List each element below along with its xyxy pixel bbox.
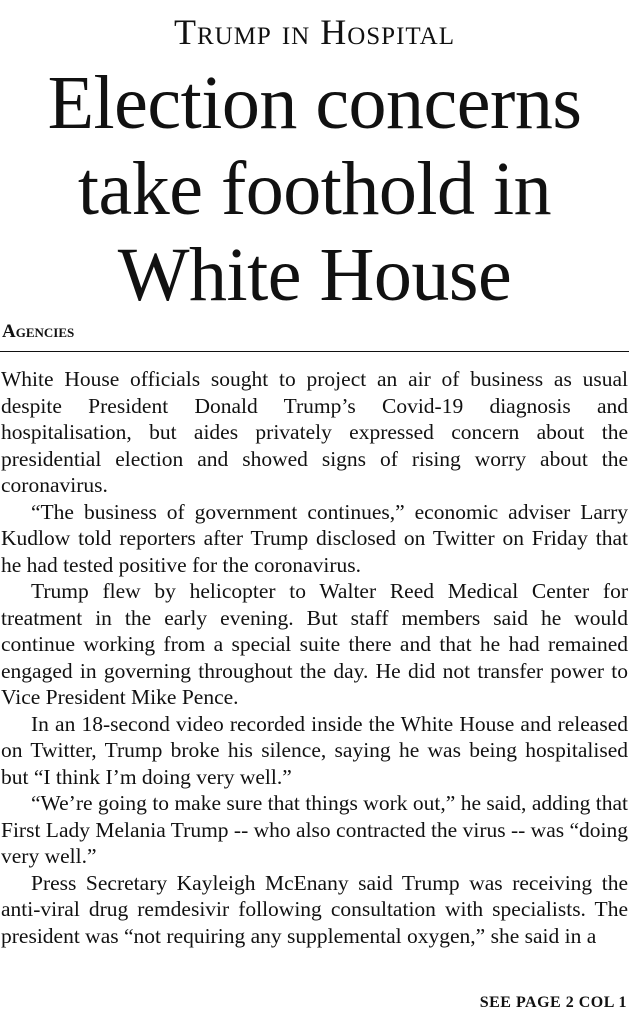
paragraph: Press Secretary Kayleigh McEnany said Trump was receiving the anti-viral drug remdesivir following consultation with specialists. The president was “not requiring any supplemental oxygen,” she said in a <box>1 870 628 948</box>
paragraph: In an 18-second video recorded inside the White House and released on Twitter, Trump broke his silence, saying he was being hospitalised but “I think I’m doing very well.” <box>1 711 628 789</box>
headline: Election concerns take foothold in White House <box>47 61 582 317</box>
paragraph: Trump flew by helicopter to Walter Reed Medical Center for treatment in the early evening. But staff members said he would continue working from a special suite there and that he had remained engaged in governing throughout the day. He did not transfer power to Vice President Mike Pence. <box>1 579 628 709</box>
article-body <box>1 366 628 949</box>
byline-rule <box>0 351 629 352</box>
paragraph: “We’re going to make sure that things work out,” he said, adding that First Lady Melania Trump -- who also contracted the virus -- was “doing very well.” <box>1 791 628 868</box>
paragraph: “The business of government continues,” economic adviser Larry Kudlow told reporters after Trump disclosed on Twitter on Friday that he had tested positive for the coronavirus. <box>1 499 628 577</box>
paragraph: White House officials sought to project an air of business as usual despite President Donald Trump’s Covid-19 diagnosis and hospitalisation, but aides privately expressed concern about the presidential election and showed signs of rising worry about the coronavirus. <box>1 367 628 497</box>
jump-line: SEE PAGE 2 COL 1 <box>479 994 627 1011</box>
kicker: Trump in Hospital <box>173 12 455 52</box>
byline: Agencies <box>2 321 75 342</box>
